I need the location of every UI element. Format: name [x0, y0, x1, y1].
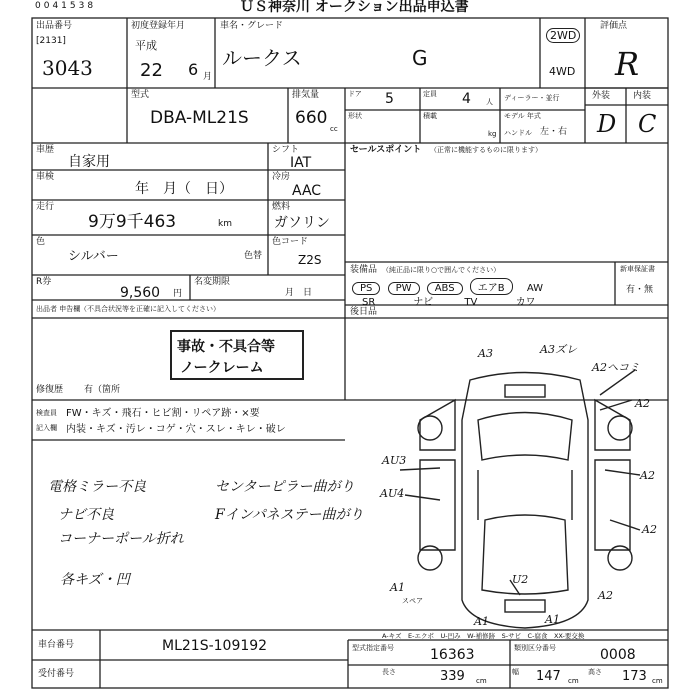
width-label: 幅: [512, 668, 519, 676]
remark-mirror: 電格ミラー不良: [48, 479, 146, 495]
width-unit: cm: [568, 677, 579, 685]
drive-2wd: 2WD: [546, 28, 580, 43]
new-warranty-label: 新車保証書: [620, 265, 655, 273]
notes-sub: （不具合状況等を正確に記入してください）: [80, 305, 220, 313]
new-warranty-value: 有・無: [626, 285, 654, 295]
inspection: 年 月（ 日）: [135, 181, 233, 197]
height-label: 高さ: [588, 668, 602, 676]
remark-scratches: 各キズ・凹: [60, 572, 130, 588]
model: DBA-ML21S: [150, 108, 249, 128]
diag-label-a2-3: A2: [642, 523, 657, 536]
handle: 左・右: [540, 127, 568, 137]
doors: 5: [385, 91, 394, 107]
car-name: ルークス: [222, 46, 302, 70]
diag-label-a2-1: A2: [635, 397, 650, 410]
length-label: 長さ: [382, 668, 396, 676]
r-unit: 円: [173, 289, 183, 299]
load-unit: kg: [488, 130, 497, 138]
mileage: 9万9千463: [88, 212, 177, 232]
r-value: 9,560: [120, 285, 161, 301]
color-change-label: 色替: [244, 251, 263, 261]
length-unit: cm: [476, 677, 487, 685]
disp-unit: cc: [330, 125, 338, 133]
chassis-label: 車台番号: [38, 640, 75, 650]
diag-label-au4: AU4: [380, 487, 405, 500]
seats-label: 定員: [423, 90, 437, 98]
top-title: ＵＳ神奈川 オークション出品申込書: [240, 0, 469, 15]
reg-year: 22: [140, 60, 163, 81]
lot-number: 3043: [42, 56, 93, 80]
model-year-label: モデル 年式: [504, 112, 541, 120]
fuel: ガソリン: [274, 215, 330, 231]
receipt-label: 受付番号: [38, 669, 75, 679]
equip-sr: SR: [362, 297, 376, 308]
remark-pole: コーナーポール折れ: [58, 531, 184, 547]
equip-aw: AW: [526, 283, 543, 294]
color-code-label: 色コード: [272, 237, 309, 247]
handle-label: ハンドル: [504, 129, 532, 137]
score-int-label: 内装: [633, 91, 652, 101]
remark-pillar: センターピラー曲がり: [215, 479, 355, 495]
diag-label-au3: AU3: [382, 454, 407, 467]
disp: 660: [295, 108, 328, 128]
fuel-label: 燃料: [272, 202, 291, 212]
stamp-line1: 事故・不具合等: [177, 339, 275, 355]
sec-value: 16363: [430, 647, 475, 663]
score-value: R: [615, 45, 640, 83]
shift: IAT: [290, 155, 312, 171]
inspection-label: 車検: [36, 172, 55, 182]
sales-sub: （正常に機能するものに限ります）: [430, 146, 542, 154]
diag-label-spare: スペア: [402, 597, 423, 605]
color: シルバー: [68, 249, 119, 264]
use: 自家用: [68, 154, 110, 170]
diag-label-a1-2: A1: [474, 615, 489, 628]
disp-label: 排気量: [292, 90, 320, 100]
no-claim-stamp: [170, 330, 304, 380]
stamp-line2: ノークレーム: [180, 360, 264, 376]
ac: AAC: [292, 183, 322, 199]
load-label: 積載: [423, 112, 437, 120]
chassis: ML21S-109192: [162, 638, 268, 654]
equipment-label: 装備品: [350, 265, 378, 275]
height-unit: cm: [652, 677, 663, 685]
diag-label-dent: A2ヘコミ: [592, 361, 640, 374]
diag-label-u2: U2: [512, 573, 529, 586]
name-change-label: 名変期限: [194, 277, 231, 287]
check-label1: 検査員: [36, 409, 57, 417]
diag-label-a1-3: A1: [545, 613, 560, 626]
color-code: Z2S: [298, 253, 322, 267]
aftermarket-label: 後日品: [350, 307, 378, 317]
equip-airbag: エアB: [470, 278, 513, 295]
repair-label: 修復歴: [36, 385, 64, 395]
diag-label-a2-2: A2: [640, 469, 655, 482]
code: [2131]: [36, 36, 66, 46]
entry-label: 出品番号: [36, 21, 73, 31]
car-name-label: 車名・グレード: [220, 21, 284, 31]
sales-label: セールスポイント: [350, 145, 422, 155]
reg-month-unit: 月: [203, 72, 213, 82]
mileage-label: 走行: [36, 202, 55, 212]
sec-label: 型式指定番号: [352, 644, 394, 652]
seats-unit: 人: [486, 98, 493, 106]
model-label: 型式: [131, 90, 150, 100]
diag-label-a1-1: A1: [390, 581, 405, 594]
shape-label: 形状: [348, 112, 362, 120]
equipment-row2: [362, 293, 560, 308]
check-row2: 内装・キズ・汚レ・コゲ・穴・スレ・キレ・破レ: [66, 424, 286, 435]
car-grade: G: [412, 46, 428, 70]
cat-value: 0008: [600, 647, 636, 663]
name-change-val: 月 日: [285, 288, 313, 298]
check-label2: 記入欄: [36, 424, 57, 432]
ac-label: 冷房: [272, 172, 291, 182]
score-label: 評価点: [600, 21, 628, 31]
check-row1: FW・キズ・飛石・ヒビ割・リペア跡・×要: [66, 408, 260, 419]
score-ext-label: 外装: [592, 91, 611, 101]
mileage-unit: km: [218, 219, 232, 229]
color-label: 色: [36, 237, 46, 247]
reg-era: 平成: [135, 39, 157, 52]
diag-label-a2-4: A2: [598, 589, 613, 602]
equip-ps: PS: [352, 282, 380, 295]
seats: 4: [462, 91, 471, 107]
doors-label: ドア: [348, 90, 362, 98]
equip-navi: ナビ: [413, 297, 434, 308]
length: 339: [440, 669, 465, 684]
diag-label-front: A3: [478, 347, 493, 360]
dealer-label: ディーラー・並行: [504, 94, 560, 102]
height: 173: [622, 669, 647, 684]
reg-month: 6: [188, 60, 199, 79]
drive-4wd: 4WD: [549, 65, 576, 78]
use-label: 車歴: [36, 145, 55, 155]
equip-tv: TV: [464, 297, 478, 308]
score-ext: D: [597, 110, 617, 138]
equip-abs: ABS: [427, 282, 463, 295]
repair-value: 有（箇所: [84, 385, 121, 395]
r-label: R券: [36, 277, 52, 287]
remark-instrument: Fインパネステー曲がり: [215, 507, 364, 523]
equip-pw: PW: [388, 282, 420, 295]
diagram-legend: A-キズ E-エクボ U-凹み W-補修跡 S-サビ C-腐食 XX-要交換: [382, 632, 585, 640]
notes-label: 出品者 申告欄: [36, 305, 81, 313]
reg-label: 初度登録年月: [131, 21, 186, 31]
score-int: C: [638, 110, 657, 138]
remark-navi: ナビ不良: [58, 507, 114, 523]
top-number: 0041538: [35, 1, 97, 11]
equip-leather: カワ: [515, 297, 536, 308]
cat-label: 類別区分番号: [514, 644, 556, 652]
shift-label: シフト: [272, 145, 300, 155]
diag-label-front-gap: A3ズレ: [540, 343, 577, 356]
width: 147: [536, 669, 561, 684]
equipment-sub: （純正品に限り○で囲んでください）: [382, 266, 501, 274]
